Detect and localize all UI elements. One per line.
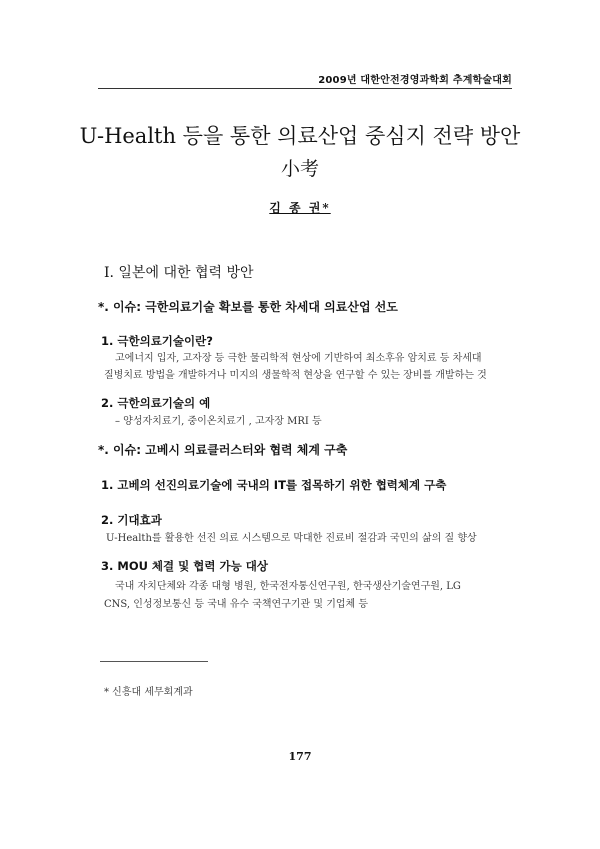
author-line — [0, 199, 600, 216]
author-name: 김 종 권* — [269, 201, 331, 215]
item-heading-1: 1. 극한의료기술이란? — [101, 334, 213, 348]
section-heading: Ⅰ. 일본에 대한 협력 방안 — [104, 265, 254, 281]
footnote-rule — [100, 661, 208, 662]
footnote: * 신흥대 세무회계과 — [104, 687, 193, 698]
issue-heading-2: *. 이슈: 고베시 의료클러스터와 협력 체계 구축 — [98, 443, 348, 457]
item-5-line-1: 국내 자치단체와 각종 대형 병원, 한국전자통신연구원, 한국생산기술연구원, LG — [115, 581, 461, 592]
item-heading-3: 1. 고베의 선진의료기술에 국내의 IT를 접목하기 위한 협력체계 구축 — [101, 478, 447, 492]
item-2-text: – 양성자치료기, 중이온치료기 , 고자장 MRI 등 — [115, 416, 322, 427]
item-1-line-2: 질병치료 방법을 개발하거나 미지의 생물학적 현상을 연구할 수 있는 장비를 개발하는 것 — [104, 370, 487, 381]
item-heading-5: 3. MOU 체결 및 협력 가능 대상 — [101, 559, 268, 573]
item-1-line-1: 고에너지 입자, 고자장 등 극한 물리학적 현상에 기반하여 최소후유 암치료 등 차세대 — [115, 353, 482, 364]
running-header: 2009년 대한안전경영과학회 추계학술대회 — [318, 75, 512, 86]
item-4-text: U-Health를 활용한 선진 의료 시스템으로 막대한 진료비 절감과 국민의 삶의 질 향상 — [106, 533, 477, 544]
item-heading-4: 2. 기대효과 — [101, 513, 162, 527]
paper-subtitle: 小考 — [280, 158, 319, 180]
page-number: 177 — [288, 750, 312, 763]
item-heading-2: 2. 극한의료기술의 예 — [101, 396, 211, 410]
header-rule — [98, 88, 512, 89]
issue-heading-1: *. 이슈: 극한의료기술 확보를 통한 차세대 의료산업 선도 — [98, 300, 398, 314]
item-5-line-2: CNS, 인성정보통신 등 국내 유수 국책연구기관 및 기업체 등 — [104, 599, 369, 610]
paper-title: U-Health 등을 통한 의료산업 중심지 전략 방안 — [79, 124, 521, 148]
